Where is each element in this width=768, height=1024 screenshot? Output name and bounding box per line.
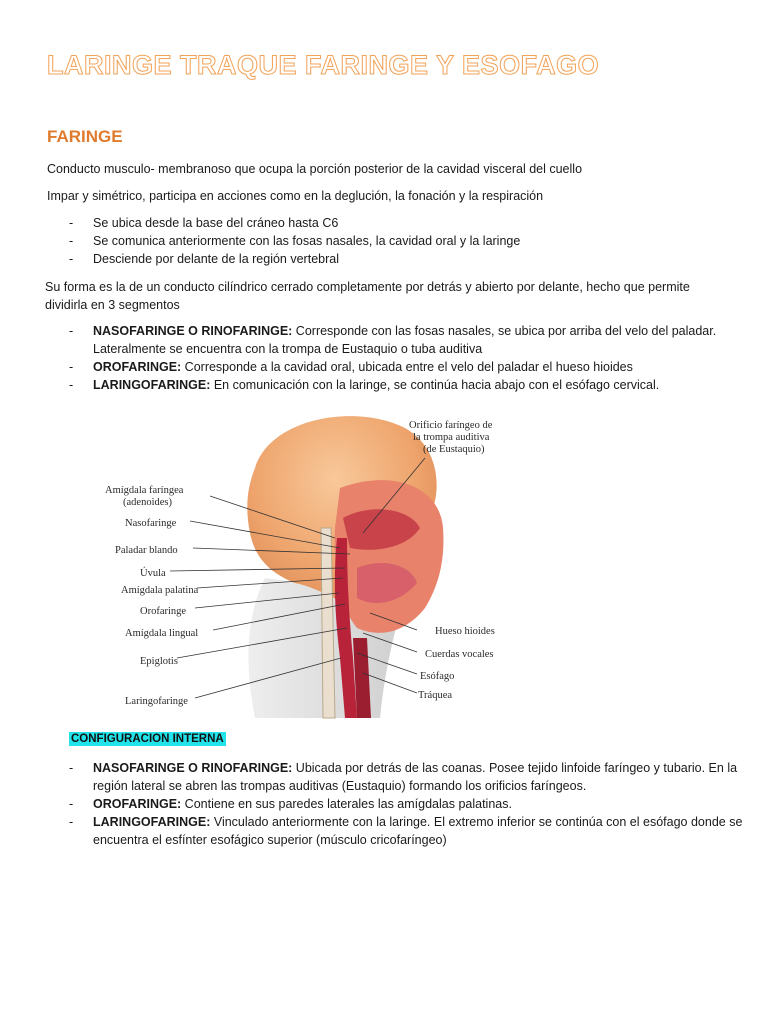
label-amigdala-faringea: Amígdala faríngea (adenoides) xyxy=(105,485,184,508)
definition: Corresponde a la cavidad oral, ubicada entre el velo del paladar el hueso hioides xyxy=(181,360,633,374)
label-epiglotis: Epiglotis xyxy=(140,656,178,667)
definition: En comunicación con la laringe, se continúa hacia abajo con el esófago cervical. xyxy=(210,378,660,392)
definition: Corresponde con las fosas nasales, se ubica por arriba del velo del paladar. Lateralmente se encuentra con la trompa de Eustaquio o tuba auditiva xyxy=(93,324,717,356)
term: LARINGOFARINGE: xyxy=(93,378,211,392)
head-neck-sagittal-illustration xyxy=(95,408,520,720)
list-item xyxy=(69,759,749,795)
label-uvula: Úvula xyxy=(140,568,166,579)
label-amigdala-lingual: Amígdala lingual xyxy=(125,628,199,639)
definition: Contiene en sus paredes laterales las amígdalas palatinas. xyxy=(181,797,512,811)
anatomy-figure xyxy=(95,408,520,720)
term: OROFARINGE: xyxy=(93,360,182,374)
label-amigdala-palatina: Amígdala palatina xyxy=(121,585,199,596)
subsection-title-config: CONFIGURACION INTERNA xyxy=(71,733,224,745)
label-hueso-hioides: Hueso hioides xyxy=(435,626,495,637)
label-traquea: Tráquea xyxy=(418,690,453,701)
definition: Ubicada por detrás de las coanas. Posee tejido linfoide faríngeo y tubario. En la región lateral se abren las trompas auditivas (Eustaquio) formando los orificios faríngeos. xyxy=(93,761,738,793)
list-item xyxy=(69,795,749,813)
list-item: - Se ubica desde la base del cráneo hasta C6 xyxy=(69,214,729,232)
paragraph-definition: Conducto musculo- membranoso que ocupa la porción posterior de la cavidad visceral del cuello xyxy=(47,162,583,176)
label-cuerdas-vocales: Cuerdas vocales xyxy=(425,649,494,660)
list-item xyxy=(69,376,749,394)
segments-list xyxy=(69,322,749,394)
label-orofaringe: Orofaringe xyxy=(140,606,187,617)
page-title: LARINGE TRAQUE FARINGE Y ESOFAGO xyxy=(47,50,600,80)
face-section xyxy=(335,480,444,633)
term: NASOFARINGE O RINOFARINGE: xyxy=(93,324,293,338)
config-list xyxy=(69,759,749,849)
list-item: - Se comunica anteriormente con las fosas nasales, la cavidad oral y la laringe xyxy=(69,232,729,250)
definition: Vinculado anteriormente con la laringe. El extremo inferior se continúa con el esófago donde se encuentra el esfínter esofágico superior (músculo cricofaríngeo) xyxy=(93,815,743,847)
label-nasofaringe: Nasofaringe xyxy=(125,518,177,529)
label-paladar-blando: Paladar blando xyxy=(115,545,178,556)
location-list xyxy=(69,214,729,268)
list-item xyxy=(69,813,749,849)
label-esofago: Esófago xyxy=(420,671,455,682)
term: OROFARINGE: xyxy=(93,797,182,811)
label-laringofaringe: Laringofaringe xyxy=(125,696,188,707)
label-orificio-faringeo: Orificio faríngeo de la trompa auditiva (de Eustaquio) xyxy=(409,420,493,455)
list-item: - Desciende por delante de la región vertebral xyxy=(69,250,729,268)
term: LARINGOFARINGE: xyxy=(93,815,211,829)
list-item xyxy=(69,358,749,376)
paragraph-functions: Impar y simétrico, participa en acciones como en la deglución, la fonación y la respiración xyxy=(47,189,544,203)
paragraph-segments: Su forma es la de un conducto cilíndrico cerrado completamente por detrás y abierto por delante, hecho que permite dividirla en 3 segmentos xyxy=(45,280,690,312)
list-item xyxy=(69,322,749,358)
section-title-faringe: FARINGE xyxy=(47,127,123,146)
term: NASOFARINGE O RINOFARINGE: xyxy=(93,761,293,775)
